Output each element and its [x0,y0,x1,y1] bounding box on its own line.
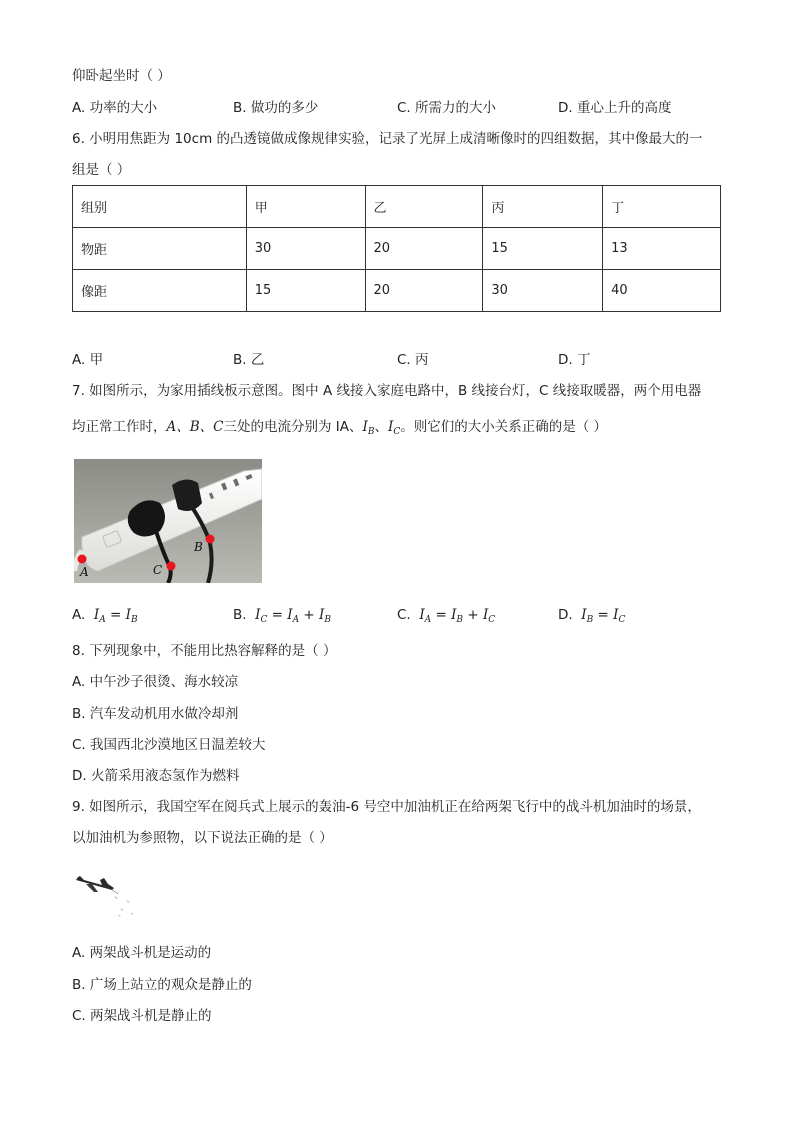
q6-data-table [72,185,721,312]
q7-stem-text: 。则它们的大小关系正确的是（ ） [400,419,608,435]
option-text: 丁 [576,352,591,368]
q7-option-c[interactable]: C. $I_A = I_B + I_C$ [397,607,496,625]
option-letter: C. [397,352,411,368]
table-cell: 像距 [73,270,247,312]
option-letter: C. [397,607,411,623]
q5-option-a[interactable] [72,98,157,118]
option-text: 火箭采用液态氢作为燃料 [90,768,240,784]
power-strip-illustration [74,459,262,583]
option-text: 两架战斗机是静止的 [90,1008,212,1024]
current-symbol: I [319,607,325,623]
option-letter: C. [72,737,86,753]
option-text: 中午沙子很烫、海水较凉 [89,674,239,690]
q9-stem-line1: 9. 如图所示，我国空军在阅兵式上展示的轰油-6 号空中加油机正在给两架飞行中的战斗机加油时的场景， [72,799,701,815]
q6-stem-line1: 6. 小明用焦距为 10cm 的凸透镜做成像规律实验，记录了光屏上成清晰像时的四组数据，其中像最大的一 [72,131,703,147]
refueling-aircraft-figure [74,874,140,922]
table-header-cell: 乙 [365,186,483,228]
option-letter: B. [72,706,86,722]
current-subscript: B [586,615,594,625]
option-text: 两架战斗机是运动的 [89,945,212,961]
current-symbol: I [387,419,394,435]
q8-option-a[interactable] [72,672,238,692]
q6-option-a[interactable] [72,350,103,370]
current-symbol: I [255,607,261,623]
current-symbol: I [419,607,425,623]
figure-label-c: C [153,563,163,577]
table-cell: 20 [365,270,483,312]
q6-stem-line2: 组是（ ） [72,162,131,178]
option-text: 功率的大小 [89,100,158,116]
q7-stem-line2: 均正常工作时，A、B、C三处的电流分别为 IA、$I_B$、$I_C$。则它们的大小关系正确的是（ ） [72,419,608,437]
current-subscript: A [292,615,300,625]
q7-option-a[interactable]: A. $I_A = I_B$ [72,607,138,625]
current-subscript: A [424,615,432,625]
option-text: 丙 [415,352,429,368]
q5-stem-tail: 仰卧起坐时（ ） [72,68,171,84]
option-letter: B. [233,607,247,623]
option-text: 重心上升的高度 [576,100,672,116]
option-letter: C. [397,100,411,116]
current-subscript: C [393,427,401,437]
table-cell: 40 [603,270,721,312]
option-letter: D. [558,607,573,623]
table-cell: 20 [365,228,483,270]
table-cell: 13 [603,228,721,270]
current-symbol: I [287,607,293,623]
option-text: 所需力的大小 [415,100,497,116]
table-cell: 15 [246,270,365,312]
current-subscript: B [367,427,375,437]
current-subscript: B [130,615,138,625]
current-symbol: I [93,607,100,623]
q5-option-d[interactable] [558,98,671,118]
figure-label-b: B [194,540,203,554]
current-symbol: I [482,607,489,623]
power-strip-figure [74,459,262,583]
option-letter: A. [72,945,86,961]
current-subscript: A [99,615,106,625]
option-text: 甲 [89,352,104,368]
q9-option-b[interactable] [72,975,252,995]
current-symbol: I [125,607,131,623]
current-subscript: B [324,615,332,625]
q7-stem-line1: 7. 如图所示，为家用插线板示意图。图中 A 线接入家庭电路中，B 线接台灯，C 线接取暖器，两个用电器 [72,383,702,399]
current-subscript: C [488,615,496,625]
table-header-cell: 组别 [73,186,247,228]
q9-option-c[interactable] [72,1006,212,1026]
option-text: 乙 [250,352,265,368]
option-text: 广场上站立的观众是静止的 [89,977,252,993]
q8-option-d[interactable] [72,766,239,786]
option-letter: A. [72,352,86,368]
aircraft-illustration [74,874,140,922]
option-letter: B. [72,977,86,993]
table-cell: 15 [483,228,603,270]
q7-stem-text: 三处的电流分别为 IA、 [223,419,363,435]
q8-option-c[interactable] [72,735,266,755]
current-symbol: I [362,419,368,435]
q7-option-d[interactable]: D. $I_B = I_C$ [558,607,626,625]
option-text: 我国西北沙漠地区日温差较大 [90,737,266,753]
q5-option-b[interactable] [233,98,318,118]
q8-stem: 8. 下列现象中，不能用比热容解释的是（ ） [72,643,337,659]
table-header-row [73,186,721,228]
option-text: 汽车发动机用水做冷却剂 [89,706,239,722]
option-letter: A. [72,674,86,690]
current-symbol: I [581,607,587,623]
table-header-cell: 丙 [483,186,603,228]
option-letter: D. [558,352,573,368]
q7-option-b[interactable]: B. $I_C = I_A + I_B$ [233,607,332,625]
q9-option-a[interactable] [72,943,211,963]
option-letter: D. [558,100,573,116]
current-subscript: C [618,615,626,625]
q7-stem-text: 均正常工作时， [72,419,167,435]
current-symbol: I [451,607,457,623]
option-letter: B. [233,100,247,116]
current-subscript: C [260,615,268,625]
q6-option-c[interactable] [397,350,429,370]
table-cell: 物距 [73,228,247,270]
table-header-cell: 甲 [246,186,365,228]
point-c-marker [167,562,176,571]
q9-stem-line2: 以加油机为参照物，以下说法正确的是（ ） [72,830,333,846]
table-header-cell: 丁 [603,186,721,228]
option-letter: C. [72,1008,86,1024]
q7-points: A、B、C [166,419,224,435]
q6-option-d[interactable] [558,350,590,370]
table-cell: 30 [246,228,365,270]
current-subscript: B [456,615,464,625]
option-letter: A. [72,607,86,623]
point-b-marker [206,535,215,544]
q8-option-b[interactable] [72,704,238,724]
current-symbol: I [613,607,619,623]
table-row [73,228,721,270]
q6-option-b[interactable] [233,350,264,370]
q5-option-c[interactable] [397,98,496,118]
option-text: 做功的多少 [250,100,319,116]
option-letter: B. [233,352,247,368]
table-cell: 30 [483,270,603,312]
option-letter: A. [72,100,86,116]
option-letter: D. [72,768,87,784]
figure-label-a: A [80,565,89,579]
table-row [73,270,721,312]
point-a-marker [78,555,87,564]
